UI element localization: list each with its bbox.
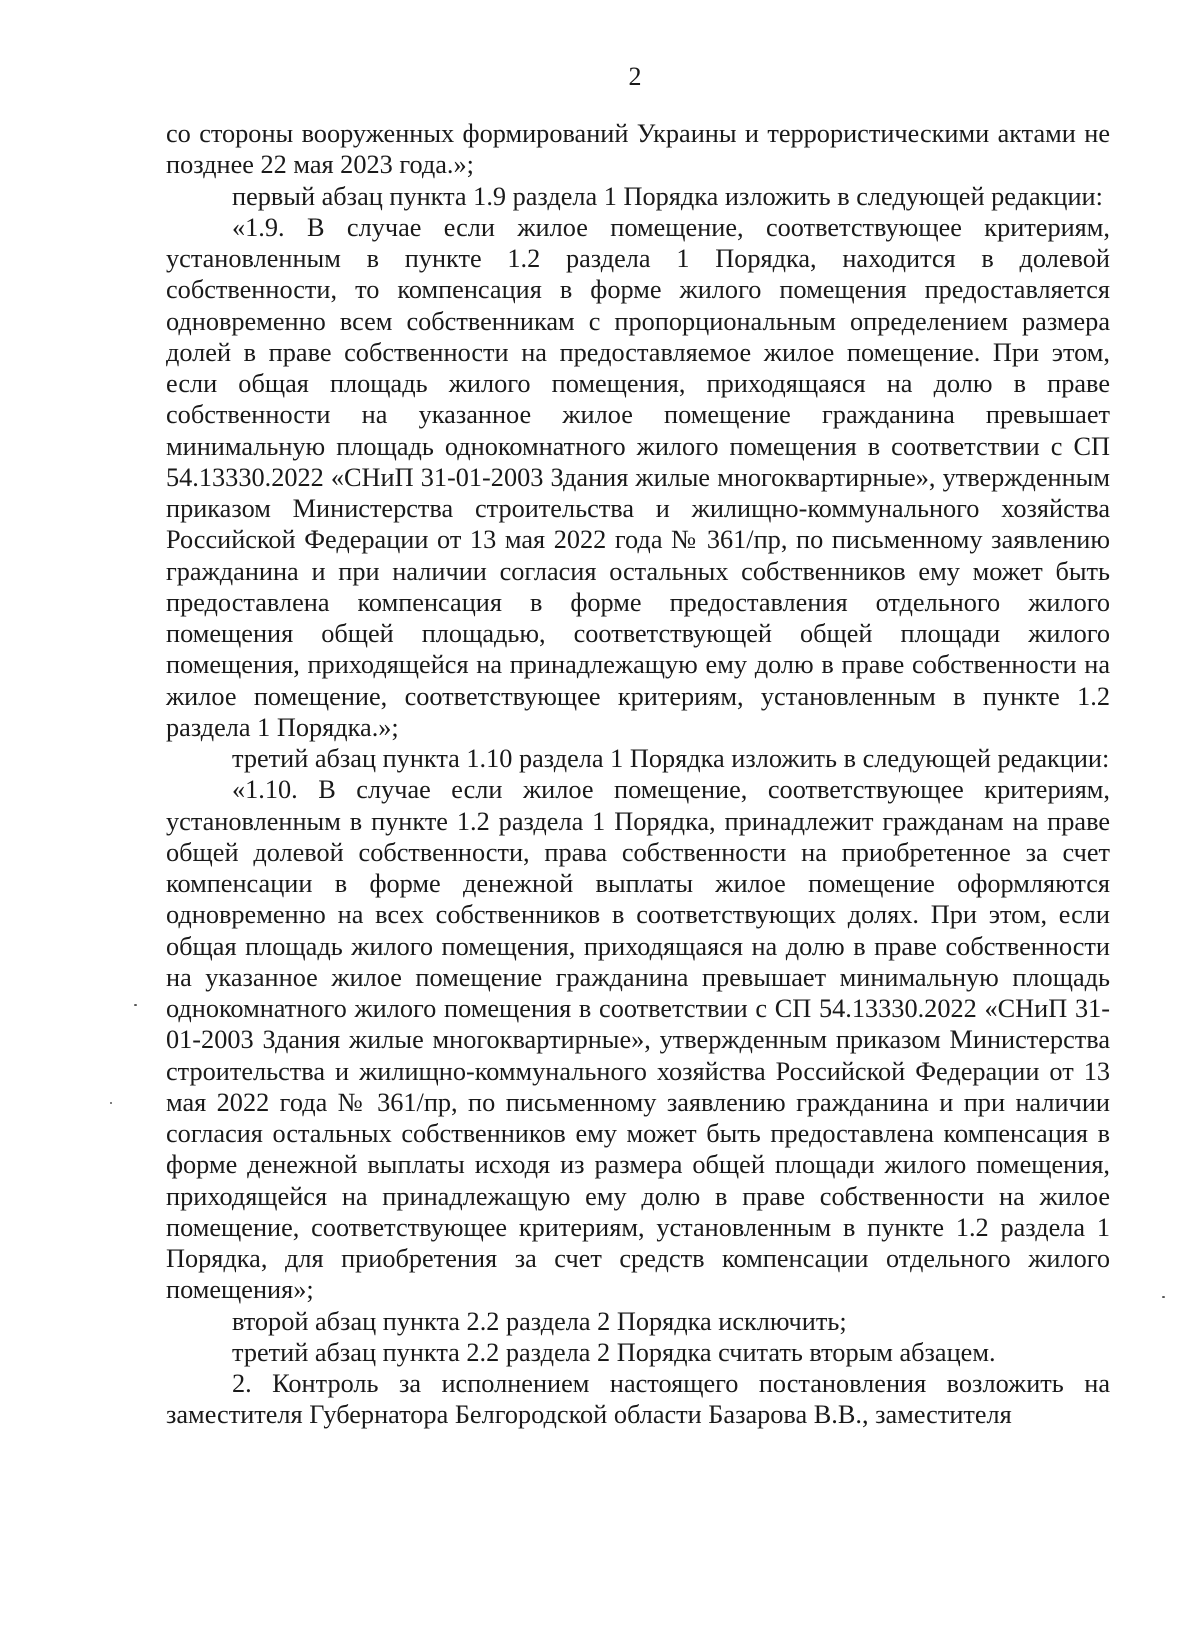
paragraph-exclude-2-2: второй абзац пункта 2.2 раздела 2 Порядка исключить;	[232, 1306, 847, 1336]
paragraph-renumber-2-2: третий абзац пункта 2.2 раздела 2 Порядка считать вторым абзацем.	[232, 1337, 996, 1367]
page-number: 2	[628, 62, 642, 91]
paragraph-continuation: со стороны вооруженных формирований Украины и террористическими актами не позднее 22 мая 2023 года.»;	[166, 119, 1110, 180]
paragraph-clause-1-10: «1.10. В случае если жилое помещение, соответствующее критериям, установленным в пункте 1.2 раздела 1 Порядка, принадлежит гражданам на праве общей долевой собственности, права собственности на приобретенное за счет компенсации в форме денежной выплаты жилое помещение оформляются одновременно на всех собственников в соответствующих долях. При этом, если общая площадь жилого помещения, приходящаяся на долю в праве собственности на указанное жилое помещение гражданина превышает минимальную площадь однокомнатного жилого помещения в соответствии с СП 54.13330.2022 «СНиП 31-01-2003 Здания жилые многоквартирные», утвержденным приказом Министерства строительства и жилищно-коммунального хозяйства Российской Федерации от 13 мая 2022 года № 361/пр, по письменному заявлению гражданина и при наличии согласия остальных собственников ему может быть предоставлена компенсация в форме денежной выплаты исходя из размера общей площади жилого помещения, приходящейся на принадлежащую ему долю в праве собственности на жилое помещение, соответствующее критериям, установленным в пункте 1.2 раздела 1 Порядка, для приобретения за счет средств компенсации отдельного жилого помещения»;	[166, 775, 1110, 1305]
scan-speck	[110, 1102, 112, 1104]
paragraph-amendment-1-9-intro: первый абзац пункта 1.9 раздела 1 Порядка изложить в следующей редакции:	[232, 181, 1103, 211]
paragraph-control-clause: 2. Контроль за исполнением настоящего постановления возложить на заместителя Губернатора Белгородской области Базарова В.В., заместителя	[166, 1369, 1110, 1430]
paragraph-amendment-1-10-intro: третий абзац пункта 1.10 раздела 1 Порядка изложить в следующей редакции:	[232, 744, 1110, 773]
scan-speck	[1162, 1296, 1165, 1298]
document-body	[166, 118, 1110, 1431]
paragraph-clause-1-9: «1.9. В случае если жилое помещение, соответствующее критериям, установленным в пункте 1.2 раздела 1 Порядка, находится в долевой собственности, то компенсация в форме жилого помещения предоставляется одновременно всем собственникам с пропорциональным определением размера долей в праве собственности на предоставляемое жилое помещение. При этом, если общая площадь жилого помещения, приходящаяся на долю в праве собственности на указанное жилое помещение гражданина превышает минимальную площадь однокомнатного жилого помещения в соответствии с СП 54.13330.2022 «СНиП 31-01-2003 Здания жилые многоквартирные», утвержденным приказом Министерства строительства и жилищно-коммунального хозяйства Российской Федерации от 13 мая 2022 года № 361/пр, по письменному заявлению гражданина и при наличии согласия остальных собственников ему может быть предоставлена компенсация в форме предоставления отдельного жилого помещения общей площадью, соответствующей общей площади жилого помещения, приходящейся на принадлежащую ему долю в праве собственности на жилое помещение, соответствующее критериям, установленным в пункте 1.2 раздела 1 Порядка.»;	[166, 212, 1110, 742]
scan-speck	[134, 1004, 137, 1006]
